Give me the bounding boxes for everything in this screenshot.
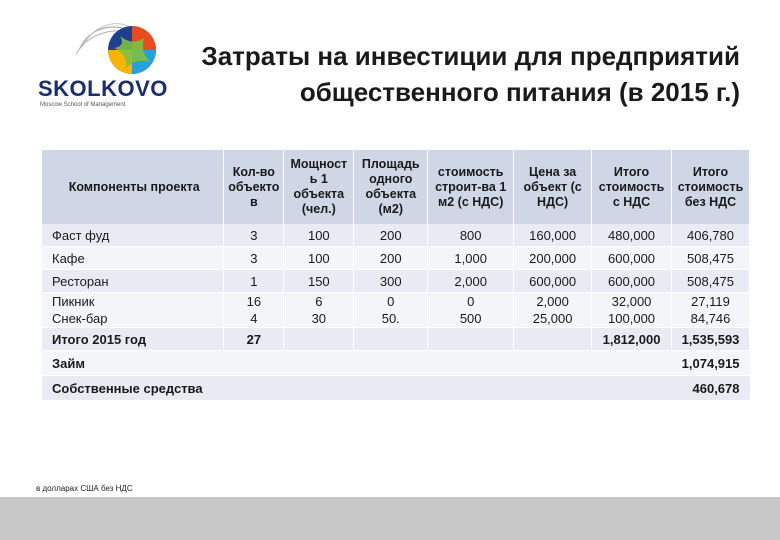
header-total-no-vat: Итого стоимость без НДС: [672, 150, 750, 224]
capacity-1: 6: [315, 294, 323, 309]
equity-label: Собственные средства: [42, 376, 224, 401]
loan-row: [42, 351, 750, 376]
cell-name: Ресторан: [42, 270, 224, 293]
skolkovo-globe-icon: [70, 18, 160, 80]
footnote: в долларах США без НДС: [36, 484, 133, 493]
loan-label: Займ: [42, 351, 224, 376]
title-line-2: общественного питания (в 2015 г.): [299, 77, 740, 107]
table-row: [42, 224, 750, 247]
cell-cost-m2: [428, 293, 514, 328]
cell-price: 600,000: [514, 270, 592, 293]
page-title: [160, 38, 740, 110]
name-snack-bar: Снек-бар: [52, 311, 108, 326]
table-header: [42, 150, 750, 224]
cell-cost-m2: 800: [428, 224, 514, 247]
loan-value: 1,074,915: [224, 351, 750, 376]
cell-area: 300: [354, 270, 428, 293]
count-1: 16: [246, 294, 262, 309]
table-row: [42, 247, 750, 270]
header-count: Кол-во объекто в: [224, 150, 284, 224]
header-area: Площадь одного объекта (м2): [354, 150, 428, 224]
cost-m2-2: 500: [459, 311, 482, 326]
skolkovo-logo: [30, 18, 168, 108]
cost-m2-1: 0: [467, 294, 475, 309]
bottom-bar: [0, 497, 780, 540]
header-price: Цена за объект (с НДС): [514, 150, 592, 224]
cell-total-vat: [592, 293, 672, 328]
logo-wordmark: SKOLKOVO: [38, 76, 168, 101]
table-row-multi: [42, 293, 750, 328]
cell-total-no-vat: 508,475: [672, 270, 750, 293]
cell-cost-m2: 2,000: [428, 270, 514, 293]
total-row: [42, 328, 750, 351]
cell-area: 200: [354, 224, 428, 247]
cell-capacity: [284, 293, 354, 328]
count-2: 4: [250, 311, 258, 326]
capacity-2: 30: [311, 311, 327, 326]
cell-total-vat: 480,000: [592, 224, 672, 247]
cell-count: [224, 293, 284, 328]
area-1: 0: [387, 294, 395, 309]
cell-total-no-vat: [672, 293, 750, 328]
cell-total-no-vat: 508,475: [672, 247, 750, 270]
equity-value: 460,678: [224, 376, 750, 401]
total-no-vat-2: 84,746: [690, 311, 731, 326]
title-line-1: Затраты на инвестиции для предприятий: [201, 41, 740, 71]
cell-names: [42, 293, 224, 328]
total-vat: 1,812,000: [592, 328, 672, 351]
cell-price: [514, 293, 592, 328]
cell-count: 3: [224, 224, 284, 247]
cell-name: Фаст фуд: [42, 224, 224, 247]
table-row: [42, 270, 750, 293]
logo-subtitle: Moscow School of Management: [40, 102, 126, 108]
cell-total-vat: 600,000: [592, 247, 672, 270]
investment-table: [42, 150, 750, 401]
cell-total-vat: 600,000: [592, 270, 672, 293]
price-1: 2,000: [536, 294, 569, 309]
header-components: Компоненты проекта: [42, 150, 224, 224]
cell-total-no-vat: 406,780: [672, 224, 750, 247]
total-vat-1: 32,000: [611, 294, 652, 309]
cell-capacity: 150: [284, 270, 354, 293]
price-2: 25,000: [532, 311, 573, 326]
cell-price: 160,000: [514, 224, 592, 247]
cell-count: 1: [224, 270, 284, 293]
cell-area: [354, 293, 428, 328]
cell-price: 200,000: [514, 247, 592, 270]
name-picnic: Пикник: [52, 294, 95, 309]
header-capacity: Мощност ь 1 объекта (чел.): [284, 150, 354, 224]
cell-cost-m2: 1,000: [428, 247, 514, 270]
area-2: 50.: [381, 311, 400, 326]
equity-row: [42, 376, 750, 401]
header-total-vat: Итого стоимость с НДС: [592, 150, 672, 224]
total-vat-2: 100,000: [608, 311, 656, 326]
cell-capacity: 100: [284, 247, 354, 270]
total-no-vat: 1,535,593: [672, 328, 750, 351]
total-count: 27: [224, 328, 284, 351]
total-label: Итого 2015 год: [42, 328, 224, 351]
cell-count: 3: [224, 247, 284, 270]
cell-name: Кафе: [42, 247, 224, 270]
total-no-vat-1: 27,119: [691, 294, 730, 309]
cell-area: 200: [354, 247, 428, 270]
cell-capacity: 100: [284, 224, 354, 247]
header-cost-m2: стоимость строит-ва 1 м2 (с НДС): [428, 150, 514, 224]
